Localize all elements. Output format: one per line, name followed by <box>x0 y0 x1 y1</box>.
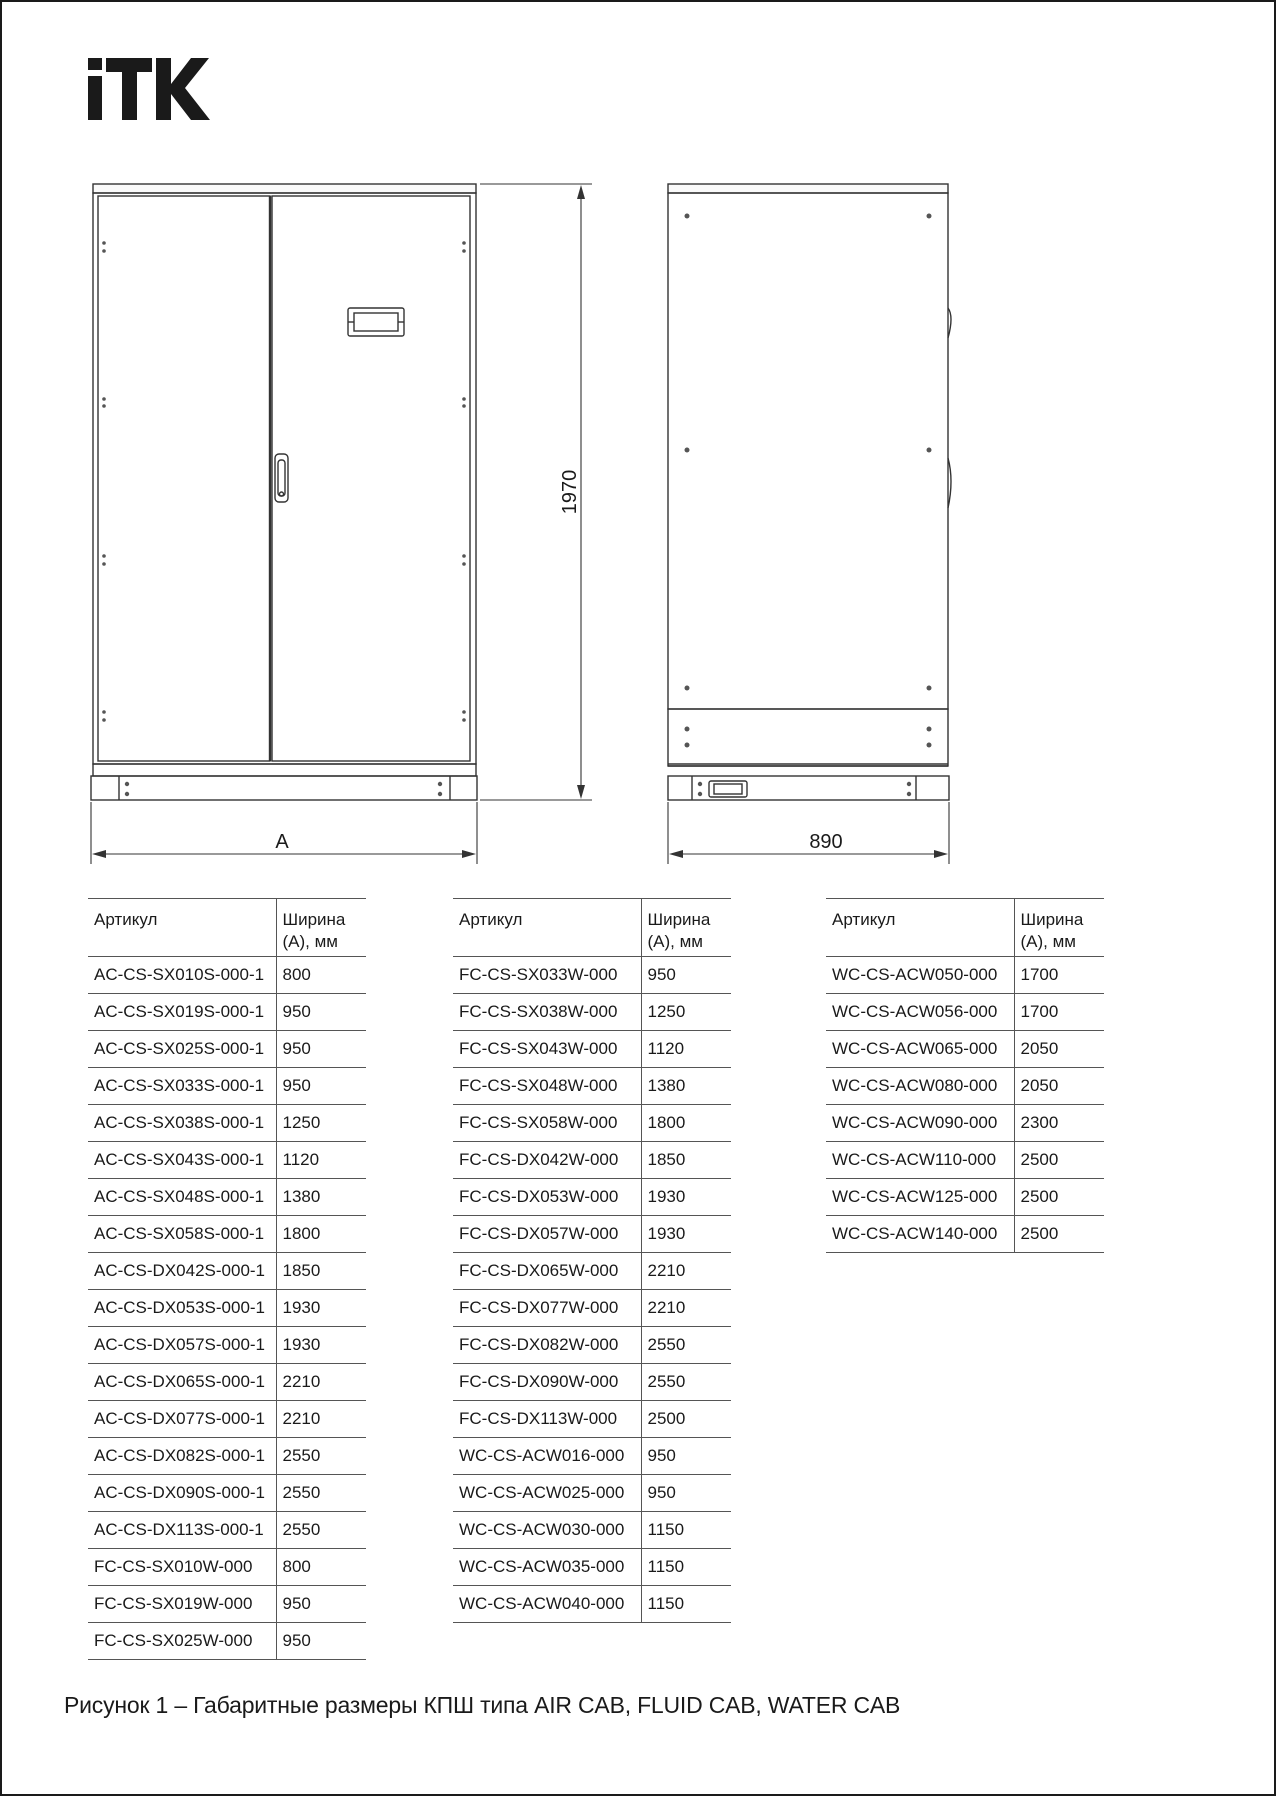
article-cell: WC-CS-ACW080-000 <box>826 1068 1014 1105</box>
width-cell: 800 <box>276 1549 366 1586</box>
article-cell: FC-CS-SX058W-000 <box>453 1105 641 1142</box>
table-row <box>826 994 1104 1031</box>
width-cell: 2210 <box>276 1401 366 1438</box>
table-row <box>88 1586 366 1623</box>
header-width: Ширина (А), мм <box>641 899 731 957</box>
header-article: Артикул <box>453 899 641 957</box>
article-cell: WC-CS-ACW016-000 <box>453 1438 641 1475</box>
article-cell: WC-CS-ACW140-000 <box>826 1216 1014 1253</box>
table-row <box>453 1031 731 1068</box>
article-cell: WC-CS-ACW090-000 <box>826 1105 1014 1142</box>
article-cell: WC-CS-ACW030-000 <box>453 1512 641 1549</box>
width-cell: 1120 <box>276 1142 366 1179</box>
front-view <box>91 184 477 800</box>
article-cell: FC-CS-DX113W-000 <box>453 1401 641 1438</box>
width-cell: 950 <box>641 1438 731 1475</box>
width-cell: 1700 <box>1014 994 1104 1031</box>
article-cell: WC-CS-ACW050-000 <box>826 957 1014 994</box>
header-width: Ширина (А), мм <box>1014 899 1104 957</box>
height-dimension-label: 1970 <box>559 469 581 515</box>
width-cell: 1380 <box>276 1179 366 1216</box>
table-row <box>88 1512 366 1549</box>
front-width-dimension-label: A <box>275 831 289 853</box>
table-row <box>453 1068 731 1105</box>
table-row <box>453 994 731 1031</box>
table-row <box>453 1475 731 1512</box>
width-cell: 2550 <box>276 1512 366 1549</box>
side-width-dimension-label: 890 <box>809 831 843 853</box>
width-cell: 1120 <box>641 1031 731 1068</box>
article-cell: AC-CS-DX082S-000-1 <box>88 1438 276 1475</box>
article-cell: FC-CS-SX033W-000 <box>453 957 641 994</box>
dimension-lines <box>91 184 949 864</box>
width-cell: 1150 <box>641 1512 731 1549</box>
article-cell: FC-CS-SX038W-000 <box>453 994 641 1031</box>
article-cell: FC-CS-SX019W-000 <box>88 1586 276 1623</box>
article-cell: AC-CS-DX053S-000-1 <box>88 1290 276 1327</box>
dimensions-table-2 <box>453 898 731 1623</box>
width-cell: 2550 <box>641 1364 731 1401</box>
article-cell: FC-CS-SX048W-000 <box>453 1068 641 1105</box>
article-cell: AC-CS-SX033S-000-1 <box>88 1068 276 1105</box>
article-cell: FC-CS-SX043W-000 <box>453 1031 641 1068</box>
article-cell: FC-CS-DX042W-000 <box>453 1142 641 1179</box>
article-cell: WC-CS-ACW056-000 <box>826 994 1014 1031</box>
article-cell: AC-CS-SX043S-000-1 <box>88 1142 276 1179</box>
table-row <box>453 1438 731 1475</box>
table-row <box>453 1105 731 1142</box>
width-cell: 2300 <box>1014 1105 1104 1142</box>
width-cell: 1800 <box>641 1105 731 1142</box>
width-cell: 950 <box>276 1068 366 1105</box>
article-cell: AC-CS-DX090S-000-1 <box>88 1475 276 1512</box>
article-cell: AC-CS-SX025S-000-1 <box>88 1031 276 1068</box>
width-cell: 950 <box>276 1586 366 1623</box>
width-cell: 2500 <box>641 1401 731 1438</box>
article-cell: AC-CS-SX048S-000-1 <box>88 1179 276 1216</box>
width-cell: 2500 <box>1014 1216 1104 1253</box>
width-cell: 2550 <box>276 1475 366 1512</box>
width-cell: 1250 <box>276 1105 366 1142</box>
header-width: Ширина (А), мм <box>276 899 366 957</box>
table-row <box>453 1253 731 1290</box>
header-article: Артикул <box>88 899 276 957</box>
width-cell: 1850 <box>641 1142 731 1179</box>
dimensions-table-1 <box>88 898 366 1660</box>
article-cell: AC-CS-SX058S-000-1 <box>88 1216 276 1253</box>
article-cell: AC-CS-DX042S-000-1 <box>88 1253 276 1290</box>
table-row <box>88 1327 366 1364</box>
table-row <box>826 1179 1104 1216</box>
table-row <box>88 1401 366 1438</box>
article-cell: AC-CS-SX010S-000-1 <box>88 957 276 994</box>
article-cell: FC-CS-DX077W-000 <box>453 1290 641 1327</box>
table-row <box>453 1401 731 1438</box>
width-cell: 1930 <box>641 1179 731 1216</box>
width-cell: 1930 <box>641 1216 731 1253</box>
article-cell: WC-CS-ACW110-000 <box>826 1142 1014 1179</box>
table-row <box>88 1290 366 1327</box>
width-cell: 1150 <box>641 1586 731 1623</box>
figure-caption: Рисунок 1 – Габаритные размеры КПШ типа AIR CAB, FLUID CAB, WATER CAB <box>64 1692 901 1718</box>
table-row <box>88 1623 366 1660</box>
width-cell: 2050 <box>1014 1031 1104 1068</box>
width-cell: 2050 <box>1014 1068 1104 1105</box>
table-row <box>826 1031 1104 1068</box>
width-cell: 950 <box>276 1623 366 1660</box>
table-row <box>453 957 731 994</box>
table-row <box>453 1549 731 1586</box>
width-cell: 950 <box>276 994 366 1031</box>
article-cell: AC-CS-DX057S-000-1 <box>88 1327 276 1364</box>
table-row <box>88 1105 366 1142</box>
table-header-row <box>453 899 731 957</box>
table-row <box>88 1364 366 1401</box>
table-row <box>88 1179 366 1216</box>
width-cell: 950 <box>641 957 731 994</box>
table-row <box>453 1142 731 1179</box>
width-cell: 2550 <box>276 1438 366 1475</box>
width-cell: 1700 <box>1014 957 1104 994</box>
table-row <box>88 994 366 1031</box>
width-cell: 950 <box>276 1031 366 1068</box>
article-cell: AC-CS-DX113S-000-1 <box>88 1512 276 1549</box>
article-cell: WC-CS-ACW040-000 <box>453 1586 641 1623</box>
table-row <box>826 1105 1104 1142</box>
width-cell: 2550 <box>641 1327 731 1364</box>
table-row <box>88 1142 366 1179</box>
dimensions-table-3 <box>826 898 1104 1253</box>
width-cell: 1800 <box>276 1216 366 1253</box>
table-row <box>88 1253 366 1290</box>
article-cell: WC-CS-ACW065-000 <box>826 1031 1014 1068</box>
table-row <box>453 1586 731 1623</box>
table-header-row <box>826 899 1104 957</box>
table-row <box>826 957 1104 994</box>
article-cell: FC-CS-SX010W-000 <box>88 1549 276 1586</box>
article-cell: WC-CS-ACW035-000 <box>453 1549 641 1586</box>
cabinet-drawing <box>2 2 1278 882</box>
width-cell: 2210 <box>641 1290 731 1327</box>
width-cell: 2210 <box>276 1364 366 1401</box>
table-row <box>453 1364 731 1401</box>
article-cell: WC-CS-ACW025-000 <box>453 1475 641 1512</box>
article-cell: WC-CS-ACW125-000 <box>826 1179 1014 1216</box>
header-article: Артикул <box>826 899 1014 957</box>
article-cell: FC-CS-SX025W-000 <box>88 1623 276 1660</box>
table-row <box>88 1216 366 1253</box>
article-cell: FC-CS-DX090W-000 <box>453 1364 641 1401</box>
width-cell: 1850 <box>276 1253 366 1290</box>
table-row <box>826 1216 1104 1253</box>
table-row <box>88 1068 366 1105</box>
article-cell: AC-CS-SX019S-000-1 <box>88 994 276 1031</box>
table-row <box>453 1512 731 1549</box>
side-view <box>668 184 951 800</box>
table-row <box>88 957 366 994</box>
table-row <box>88 1549 366 1586</box>
width-cell: 1250 <box>641 994 731 1031</box>
article-cell: AC-CS-DX077S-000-1 <box>88 1401 276 1438</box>
table-row <box>453 1179 731 1216</box>
width-cell: 950 <box>641 1475 731 1512</box>
width-cell: 2210 <box>641 1253 731 1290</box>
width-cell: 2500 <box>1014 1142 1104 1179</box>
table-row <box>453 1327 731 1364</box>
table-row <box>88 1438 366 1475</box>
article-cell: FC-CS-DX082W-000 <box>453 1327 641 1364</box>
article-cell: FC-CS-DX053W-000 <box>453 1179 641 1216</box>
width-cell: 1150 <box>641 1549 731 1586</box>
article-cell: AC-CS-SX038S-000-1 <box>88 1105 276 1142</box>
table-header-row <box>88 899 366 957</box>
width-cell: 800 <box>276 957 366 994</box>
article-cell: FC-CS-DX057W-000 <box>453 1216 641 1253</box>
width-cell: 2500 <box>1014 1179 1104 1216</box>
table-row <box>453 1216 731 1253</box>
table-row <box>826 1142 1104 1179</box>
article-cell: AC-CS-DX065S-000-1 <box>88 1364 276 1401</box>
table-row <box>453 1290 731 1327</box>
table-row <box>826 1068 1104 1105</box>
table-row <box>88 1475 366 1512</box>
width-cell: 1930 <box>276 1290 366 1327</box>
article-cell: FC-CS-DX065W-000 <box>453 1253 641 1290</box>
width-cell: 1930 <box>276 1327 366 1364</box>
width-cell: 1380 <box>641 1068 731 1105</box>
table-row <box>88 1031 366 1068</box>
